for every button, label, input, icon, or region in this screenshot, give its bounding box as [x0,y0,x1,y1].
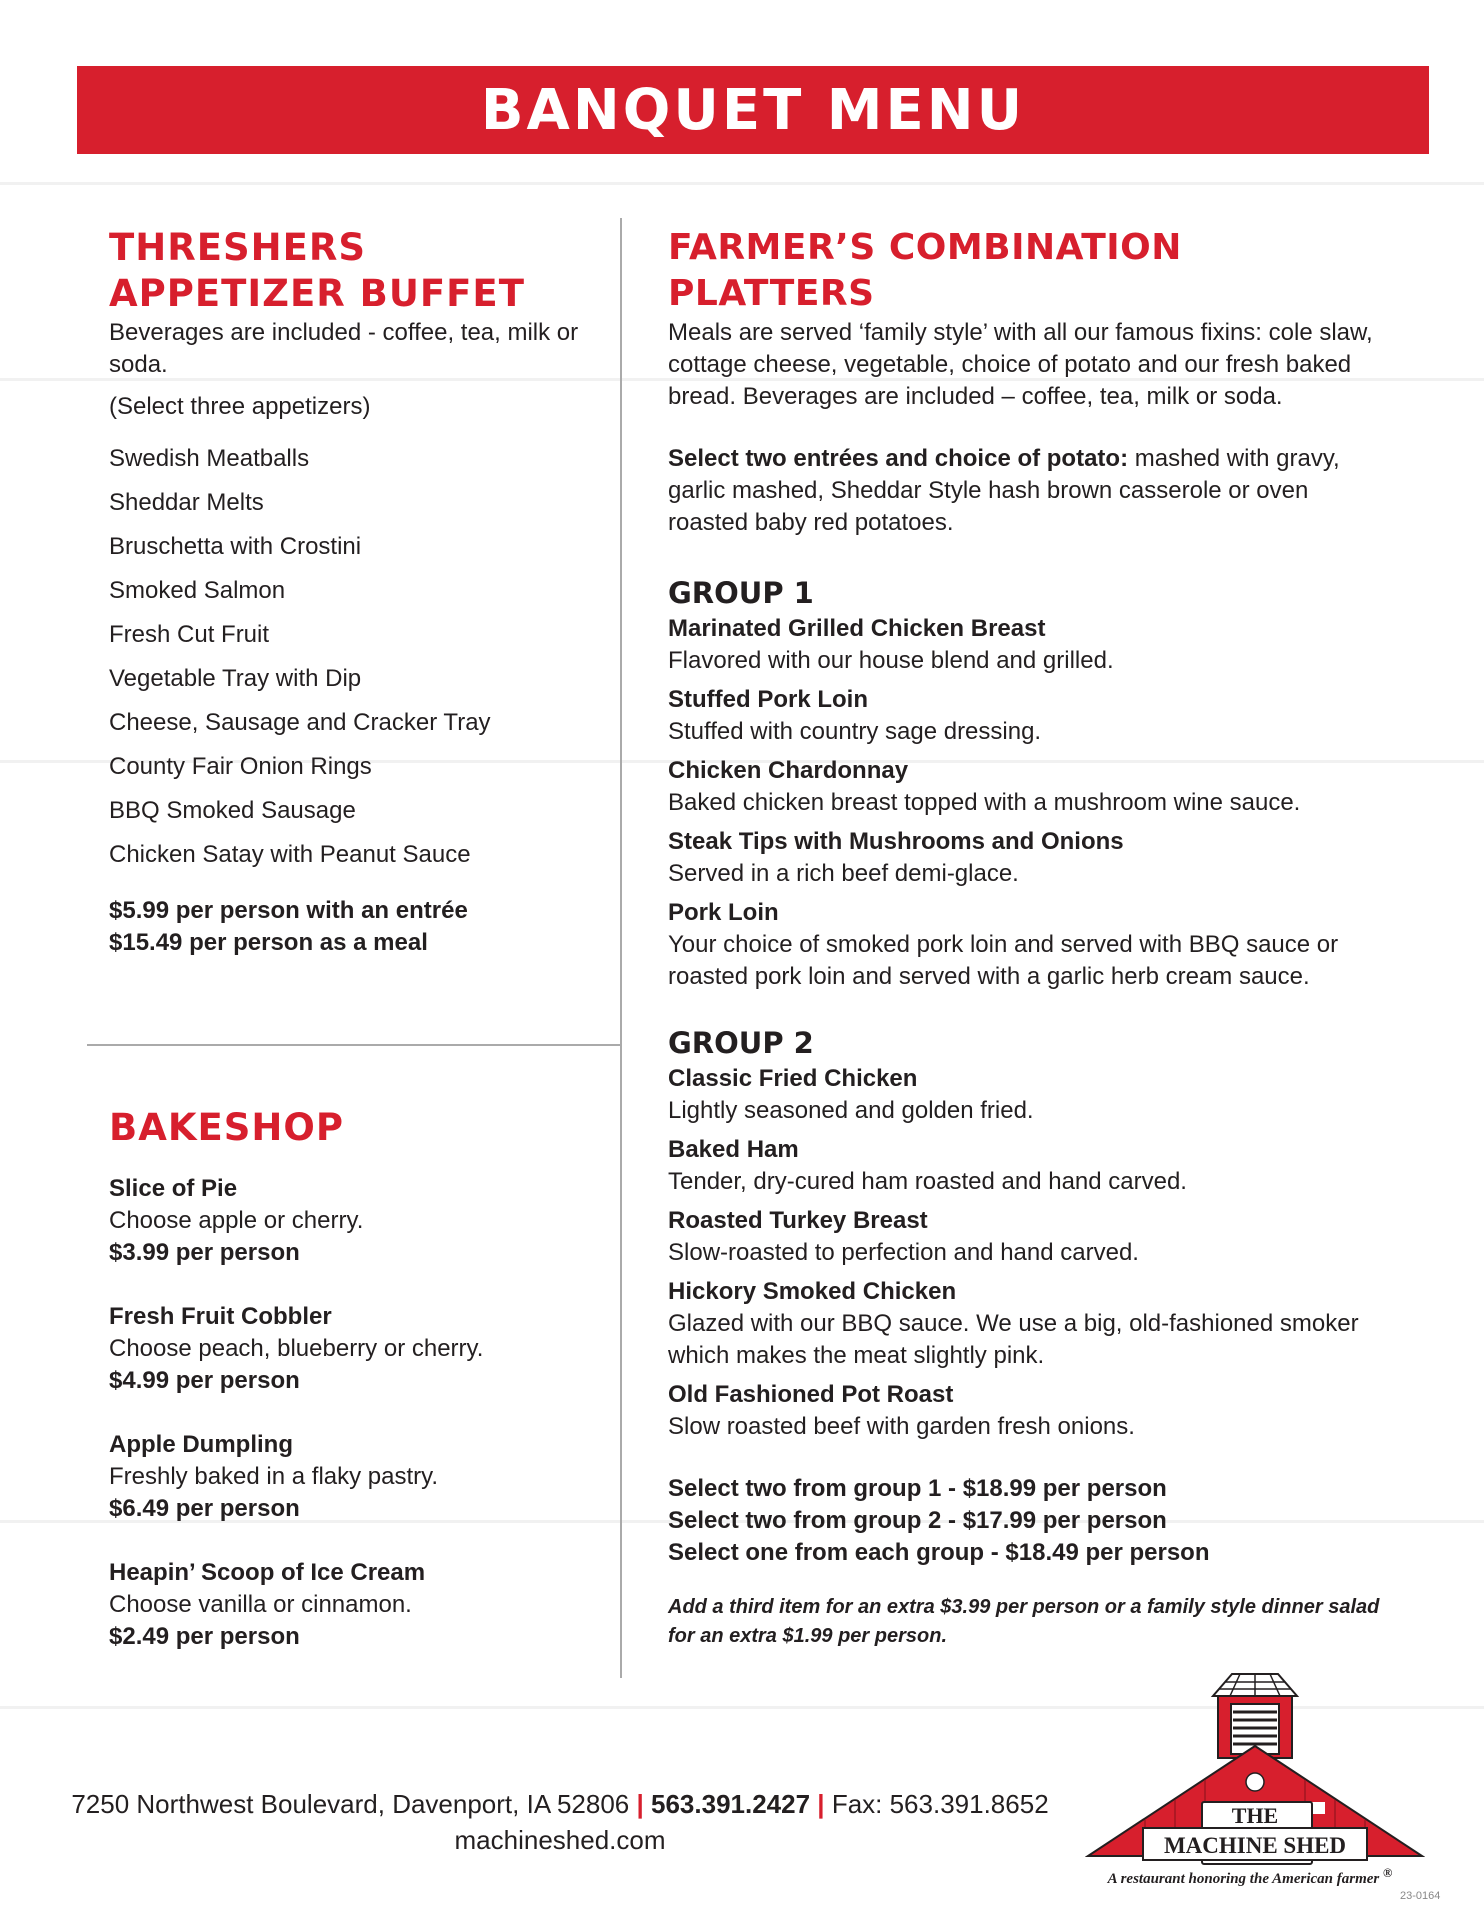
logo-text: THE [1231,1803,1279,1828]
website-link[interactable]: machineshed.com [454,1825,666,1855]
tagline-text: A restaurant honoring the American farmer [1107,1871,1380,1887]
list-item: Vegetable Tray with Dip [109,665,362,692]
item-desc: Stuffed with country sage dressing. [668,718,1042,745]
list-item: Sheddar Melts [109,489,264,516]
item-price: $2.49 per person [109,1623,300,1650]
item-desc: Your choice of smoked pork loin and served with BBQ sauce or roasted pork loin and served with a garlic herb cream sauce. [668,931,1339,990]
section-title: FARMER’S COMBINATION PLATTERS [668,227,1182,314]
section-divider [87,1044,620,1046]
list-item: County Fair Onion Rings [109,753,372,780]
item-desc: Choose peach, blueberry or cherry. [109,1335,484,1362]
list-item: Cheese, Sausage and Cracker Tray [109,709,491,736]
list-item [668,755,1388,819]
group-title: GROUP 1 [668,576,814,610]
bakeshop-section [109,1105,599,1685]
document-code: 23-0164 [1400,1890,1441,1902]
list-item [668,613,1388,677]
list-item [109,1173,599,1269]
item-name: Marinated Grilled Chicken Breast [668,615,1046,642]
item-desc: Slow roasted beef with garden fresh onions. [668,1413,1135,1440]
intro-text: Meals are served ‘family style’ with all our famous fixins: cole slaw, cottage cheese, vegetable, choice of potato and our fresh baked bread. Beverages are included – coffee, tea, milk or soda. [668,319,1373,410]
footer-contact [30,1786,1090,1858]
item-price: $3.99 per person [109,1239,300,1266]
item-name: Pork Loin [668,899,779,926]
logo-tagline [1080,1866,1420,1888]
item-name: Steak Tips with Mushrooms and Onions [668,828,1124,855]
logo-text: MACHINE SHED [1163,1833,1347,1858]
list-item [109,1429,599,1525]
separator: | [817,1789,825,1819]
list-item [668,1276,1388,1372]
price-line: Select two from group 2 - $17.99 per person [668,1507,1167,1534]
list-item: Bruschetta with Crostini [109,533,362,560]
combination-prices [668,1473,1388,1569]
title-banner [77,66,1429,154]
section-title: BAKESHOP [109,1106,344,1149]
item-name: Classic Fried Chicken [668,1065,918,1092]
list-item [668,1379,1388,1443]
item-price: $6.49 per person [109,1495,300,1522]
item-name: Stuffed Pork Loin [668,686,868,713]
separator: | [636,1789,644,1819]
list-item [668,1134,1388,1198]
price-line: Select one from each group - $18.49 per person [668,1539,1210,1566]
item-name: Heapin’ Scoop of Ice Cream [109,1559,426,1586]
list-item: Chicken Satay with Peanut Sauce [109,841,471,868]
item-price: $4.99 per person [109,1367,300,1394]
item-name: Chicken Chardonnay [668,757,909,784]
list-item [668,684,1388,748]
item-desc: Flavored with our house blend and grilled. [668,647,1114,674]
group-2 [668,1023,1388,1443]
phone-number: 563.391.2427 [651,1789,811,1819]
list-item: BBQ Smoked Sausage [109,797,356,824]
item-desc: Served in a rich beef demi-glace. [668,860,1019,887]
select-instruction [668,443,1388,539]
appetizer-list [109,437,599,877]
item-desc: Freshly baked in a flaky pastry. [109,1463,439,1490]
page-title: BANQUET MENU [480,77,1026,143]
item-name: Hickory Smoked Chicken [668,1278,957,1305]
item-name: Fresh Fruit Cobbler [109,1303,332,1330]
price-line: Select two from group 1 - $18.99 per person [668,1475,1167,1502]
intro-text: Beverages are included - coffee, tea, milk or soda. [109,319,579,378]
list-item: Swedish Meatballs [109,445,310,472]
registered-mark: ® [1383,1866,1393,1880]
background-plank-line [0,182,1484,185]
list-item: Smoked Salmon [109,577,286,604]
item-name: Apple Dumpling [109,1431,293,1458]
title-line: APPETIZER BUFFET [109,272,525,315]
list-item [668,826,1388,890]
price-line: $5.99 per person with an entrée [109,897,468,924]
select-instruction: (Select three appetizers) [109,393,371,420]
add-on-note: Add a third item for an extra $3.99 per person or a family style dinner salad for an extra $1.99 per person. [668,1596,1380,1647]
item-name: Roasted Turkey Breast [668,1207,928,1234]
list-item [668,1063,1388,1127]
item-desc: Glazed with our BBQ sauce. We use a big, old-fashioned smoker which makes the meat slightly pink. [668,1310,1359,1369]
list-item [109,1301,599,1397]
list-item: Fresh Cut Fruit [109,621,270,648]
list-item [109,1557,599,1653]
list-item [668,1205,1388,1269]
item-name: Old Fashioned Pot Roast [668,1381,954,1408]
left-column [109,225,599,1650]
item-desc: Slow-roasted to perfection and hand carved. [668,1239,1139,1266]
address: 7250 Northwest Boulevard, Davenport, IA 52806 [71,1789,630,1819]
threshers-section [109,225,599,959]
item-name: Baked Ham [668,1136,799,1163]
item-desc: Choose apple or cherry. [109,1207,364,1234]
column-divider [620,218,622,1678]
item-desc: Tender, dry-cured ham roasted and hand carved. [668,1168,1187,1195]
item-desc: Lightly seasoned and golden fried. [668,1097,1034,1124]
group-1 [668,573,1388,993]
select-instruction-bold: Select two entrées and choice of potato: [668,445,1129,472]
group-title: GROUP 2 [668,1026,814,1060]
list-item [668,897,1388,993]
fax-number: Fax: 563.391.8652 [831,1789,1049,1819]
item-desc: Baked chicken breast topped with a mushroom wine sauce. [668,789,1301,816]
item-desc: Choose vanilla or cinnamon. [109,1591,412,1618]
title-line: THRESHERS [109,226,366,269]
section-title [109,225,599,317]
select-instruction-rest: mashed with gravy, garlic mashed, Sheddar Style hash brown casserole or oven roasted baby red potatoes. [668,445,1340,536]
right-column [668,225,1388,1651]
machine-shed-logo [1085,1660,1425,1880]
item-name: Slice of Pie [109,1175,238,1202]
price-line: $15.49 per person as a meal [109,929,428,956]
